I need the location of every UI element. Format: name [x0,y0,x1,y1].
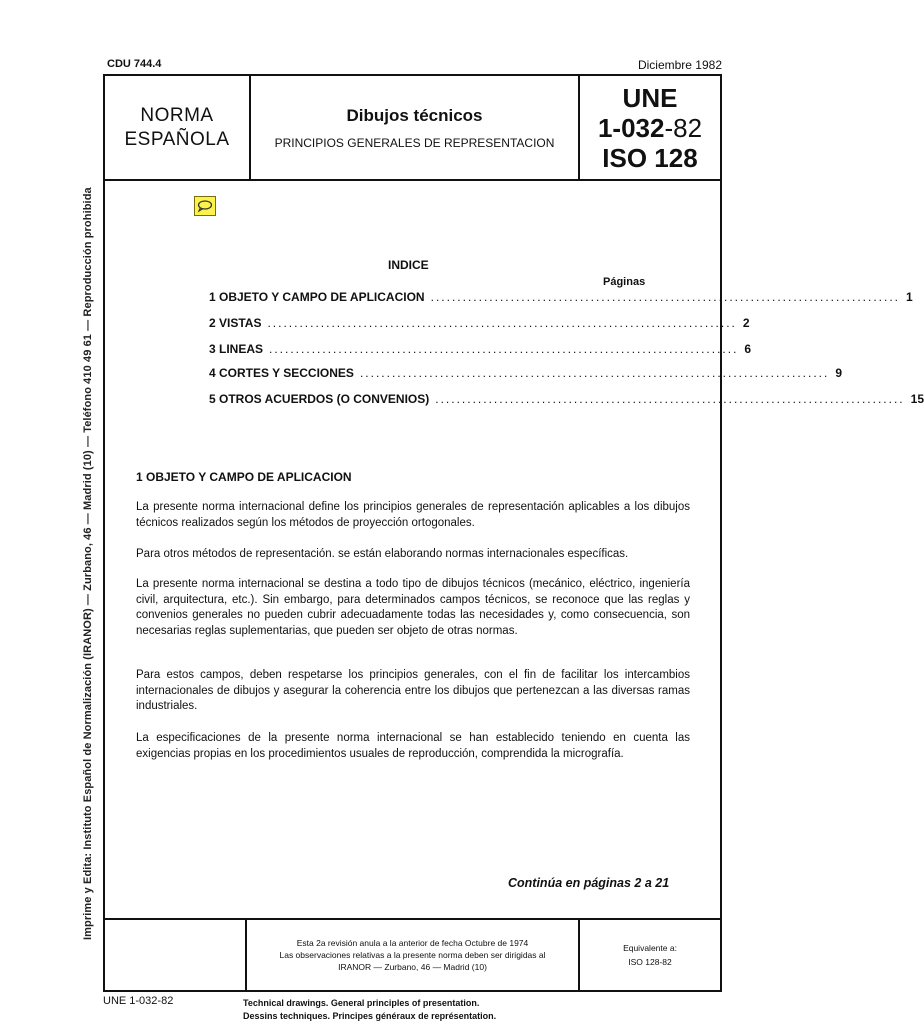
toc-entry-page: 2 [742,316,750,330]
section-heading: 1 OBJETO Y CAMPO DE APLICACION [136,470,352,484]
footer-box [103,918,722,992]
body-paragraph: Para otros métodos de representación. se están elaborando normas internacionales específicas. [136,548,629,560]
toc-leader-dots: ........................................................................................ [267,316,737,330]
pages-column-label: Páginas [603,276,646,288]
toc-entry-label: 4 CORTES Y SECCIONES [209,366,354,380]
body-paragraph: La especificaciones de la presente norma internacional se han establecido teniendo en cuenta las exigencias propias en los procedimientos usuales de reproducción, comprendida la micrografía. [136,732,690,760]
title-cell [251,76,580,180]
continuation-note: Continúa en páginas 2 a 21 [508,876,670,890]
norma-label-cell [105,76,251,180]
revision-line: Esta 2a revisión anula a la anterior de fecha Octubre de 1974 [296,938,529,948]
toc-leader-dots: ........................................................................................ [269,342,739,356]
body-paragraph: La presente norma internacional se destina a todo tipo de dibujos técnicos (mecánico, eléctrico, ingeniería civil, arquitectura, etc.). Sin embargo, para determinados campos técnicos, se reconoce que las reglas y convenios generales no pueden cubrir adecuadamente todas las necesidades y, como consecuencia, son necesarias reglas suplementarias, que pueden ser objeto de otras normas. [136,578,690,637]
revision-line: Las observaciones relativas a la presente norma deben ser dirigidas al [279,950,546,960]
standard-code-main: 1-032 [597,113,665,143]
toc-entry[interactable] [209,316,750,330]
standard-code [598,113,702,143]
revision-line: IRANOR — Zurbano, 46 — Madrid (10) [338,962,487,972]
footer-empty-cell [105,920,247,990]
toc-entry[interactable] [209,342,752,356]
french-title: Dessins techniques. Principes généraux de représentation. [243,1011,497,1021]
bottom-titles [243,997,496,1023]
document-title: Dibujos técnicos [346,106,483,125]
comment-note-icon[interactable] [194,196,216,216]
toc-entry-page: 9 [835,366,843,380]
side-publisher-text: Imprime y Edita: Instituto Español de Normalización (IRANOR) — Zurbano, 46 — Madrid (10) — Teléfono 410 49 61 — Reproducción prohibida [82,187,94,940]
toc-entry[interactable] [209,290,913,304]
toc-entry-page: 1 [906,290,913,304]
standard-code-cell [580,76,720,180]
body-paragraph: Para estos campos, deben respetarse los principios generales, con el fin de facilitar los intercambios internacionales de dibujos y asegurar la coherencia entre los dibujos que pertenezcan a las diversas ramas industriales. [136,669,690,712]
publication-date: Diciembre 1982 [637,58,722,72]
english-title: Technical drawings. General principles of presentation. [243,998,480,1008]
equivalence-cell [580,920,720,990]
toc-leader-dots: ........................................................................................ [435,392,905,406]
norma-label: NORMA [140,105,214,126]
standard-code-year: -82 [664,113,703,143]
toc-leader-dots: ........................................................................................ [359,366,830,380]
cdu-code: CDU 744.4 [107,58,162,70]
toc-entry-label: 1 OBJETO Y CAMPO DE APLICACION [209,290,425,304]
toc-leader-dots: ........................................................................................ [430,290,900,304]
toc-entry[interactable] [209,366,843,380]
equivalence-value: ISO 128-82 [628,957,672,967]
espanola-label: ESPAÑOLA [124,129,230,150]
document-subtitle: PRINCIPIOS GENERALES DE REPRESENTACION [274,136,555,150]
toc-entry-label: 2 VISTAS [209,316,262,330]
bottom-standard-code: UNE 1-032-82 [103,995,174,1007]
une-label: UNE [622,83,678,113]
toc-entry-page: 6 [744,342,752,356]
equivalence-label: Equivalente a: [623,943,677,953]
toc-entry[interactable] [209,392,924,406]
index-title: INDICE [388,258,429,272]
iso-code: ISO 128 [602,143,698,173]
toc-entry-label: 5 OTROS ACUERDOS (O CONVENIOS) [209,392,430,406]
header-box [103,74,722,180]
revision-note-cell [247,920,580,990]
body-paragraph: La presente norma internacional define los principios generales de representación aplicables a los dibujos técnicos realizados según los métodos de proyección ortogonales. [136,501,690,529]
toc-entry-page: 15 [910,392,924,406]
toc-entry-label: 3 LINEAS [209,342,264,356]
